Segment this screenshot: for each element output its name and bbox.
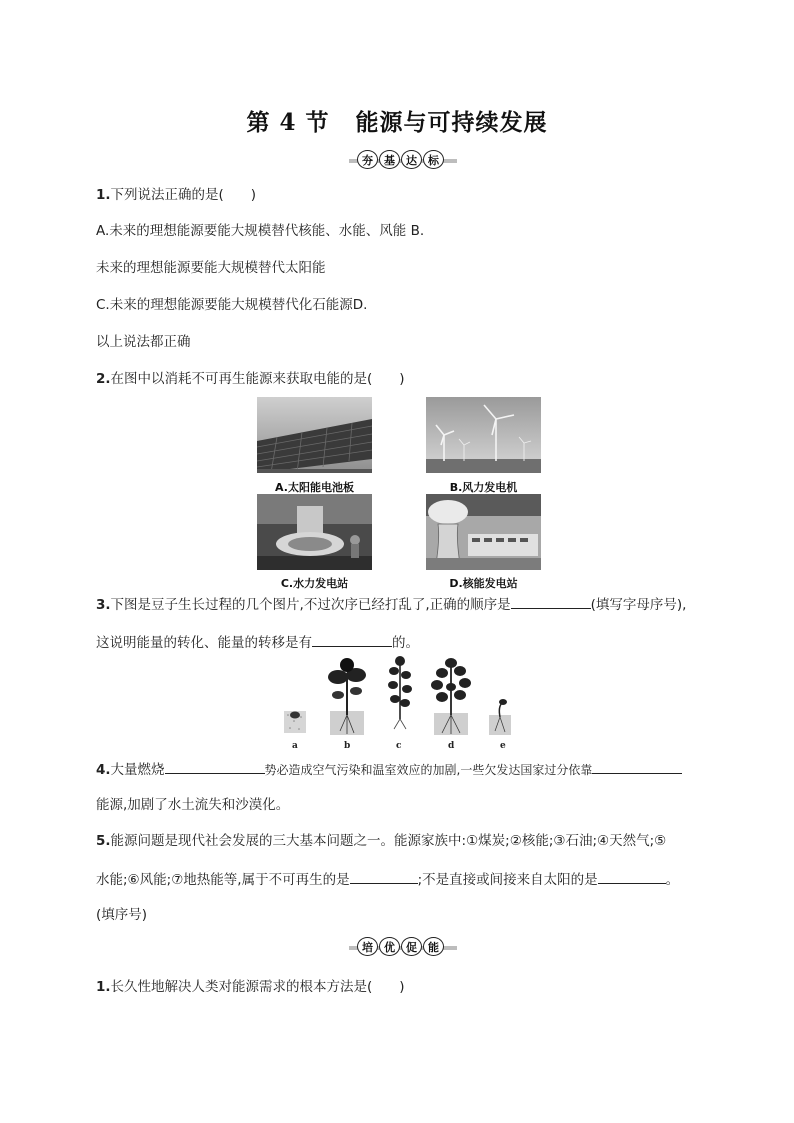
answer-blank[interactable] [165, 759, 265, 774]
answer-blank[interactable] [511, 594, 591, 609]
question-1 [96, 186, 256, 204]
bean-growth-figure [282, 655, 522, 753]
answer-blank[interactable] [350, 869, 418, 884]
q5-text-5: (填序号) [96, 907, 148, 923]
banner-char: 培 [357, 937, 378, 956]
answer-blank[interactable] [598, 869, 666, 884]
caption-b: B.风力发电机 [449, 481, 518, 494]
plant-a [284, 711, 306, 733]
banner-char: 促 [401, 937, 422, 956]
banner-char: 能 [423, 937, 444, 956]
question-4 [96, 759, 682, 779]
question-2 [96, 370, 405, 388]
q3-text-4: 的。 [392, 635, 419, 651]
q1-option-a: A.未来的理想能源要能大规模替代核能、水能、风能 B. [96, 223, 425, 239]
q4-text-1: 大量燃烧 [110, 762, 165, 778]
plant-label-c: c [396, 741, 402, 751]
plant-label-b: b [344, 741, 351, 751]
question-number: 1. [96, 187, 111, 203]
q5-text-1: 能源问题是现代社会发展的三大基本问题之一。能源家族中:①煤炭;②核能;③石油;④天然气;⑤ [110, 833, 667, 849]
section-number: 第 4 节 [246, 109, 330, 136]
caption-d: D.核能发电站 [449, 577, 518, 590]
page-title [0, 104, 794, 137]
section-name: 能源与可持续发展 [355, 109, 548, 136]
question-stem: 下列说法正确的是( ) [110, 187, 257, 203]
plant-c [388, 656, 412, 729]
question-number: 5. [96, 833, 111, 849]
banner-char: 基 [379, 150, 400, 169]
plant-label-a: a [292, 741, 298, 751]
q1-option-c: C.未来的理想能源要能大规模替代化石能源D. [96, 297, 368, 313]
q4-text-3: 能源,加剧了水土流失和沙漠化。 [96, 797, 290, 813]
q3-text-1: 下图是豆子生长过程的几个图片,不过次序已经打乱了,正确的顺序是 [110, 597, 511, 613]
q4-text-2: 势必造成空气污染和温室效应的加剧,一些欠发达国家过分依靠 [264, 763, 593, 777]
answer-blank[interactable] [312, 632, 392, 647]
banner-char: 夯 [357, 150, 378, 169]
plant-label-d: d [448, 741, 455, 751]
banner-char: 标 [423, 150, 444, 169]
banner-char: 优 [379, 937, 400, 956]
q5-text-2: 水能;⑥风能;⑦地热能等,属于不可再生的是 [96, 872, 350, 888]
answer-blank[interactable] [592, 759, 682, 774]
q5-text-3: ;不是直接或间接来自太阳的是 [417, 872, 598, 888]
banner-char: 达 [401, 150, 422, 169]
nuclear-station-photo [426, 494, 541, 570]
wind-turbine-photo [426, 397, 541, 473]
question-5-cont [96, 869, 679, 889]
question-number: 2. [96, 371, 111, 387]
plant-label-e: e [500, 741, 506, 751]
question-number: 1. [96, 979, 111, 995]
caption-a: A.太阳能电池板 [275, 481, 354, 494]
q3-text-3: 这说明能量的转化、能量的转移是有 [96, 635, 312, 651]
question-number: 4. [96, 762, 111, 778]
plant-e [489, 699, 511, 735]
solar-panel-photo [257, 397, 372, 473]
q3-text-2: (填写字母序号), [590, 597, 687, 613]
section-banner-advanced [349, 937, 457, 957]
question-3-cont [96, 632, 419, 652]
question-5 [96, 832, 666, 850]
caption-c: C.水力发电站 [280, 577, 349, 590]
advanced-question-1 [96, 978, 405, 996]
plant-b [328, 658, 366, 735]
q1-option-d: 以上说法都正确 [96, 334, 191, 350]
section-banner-basic [349, 150, 457, 170]
q5-text-4: 。 [665, 872, 680, 888]
question-number: 3. [96, 597, 111, 613]
q1-option-b: 未来的理想能源要能大规模替代太阳能 [96, 260, 326, 276]
plant-d [431, 658, 471, 735]
question-stem: 长久性地解决人类对能源需求的根本方法是( ) [110, 979, 405, 995]
question-stem: 在图中以消耗不可再生能源来获取电能的是( ) [110, 371, 405, 387]
question-3 [96, 594, 686, 614]
hydro-station-photo [257, 494, 372, 570]
